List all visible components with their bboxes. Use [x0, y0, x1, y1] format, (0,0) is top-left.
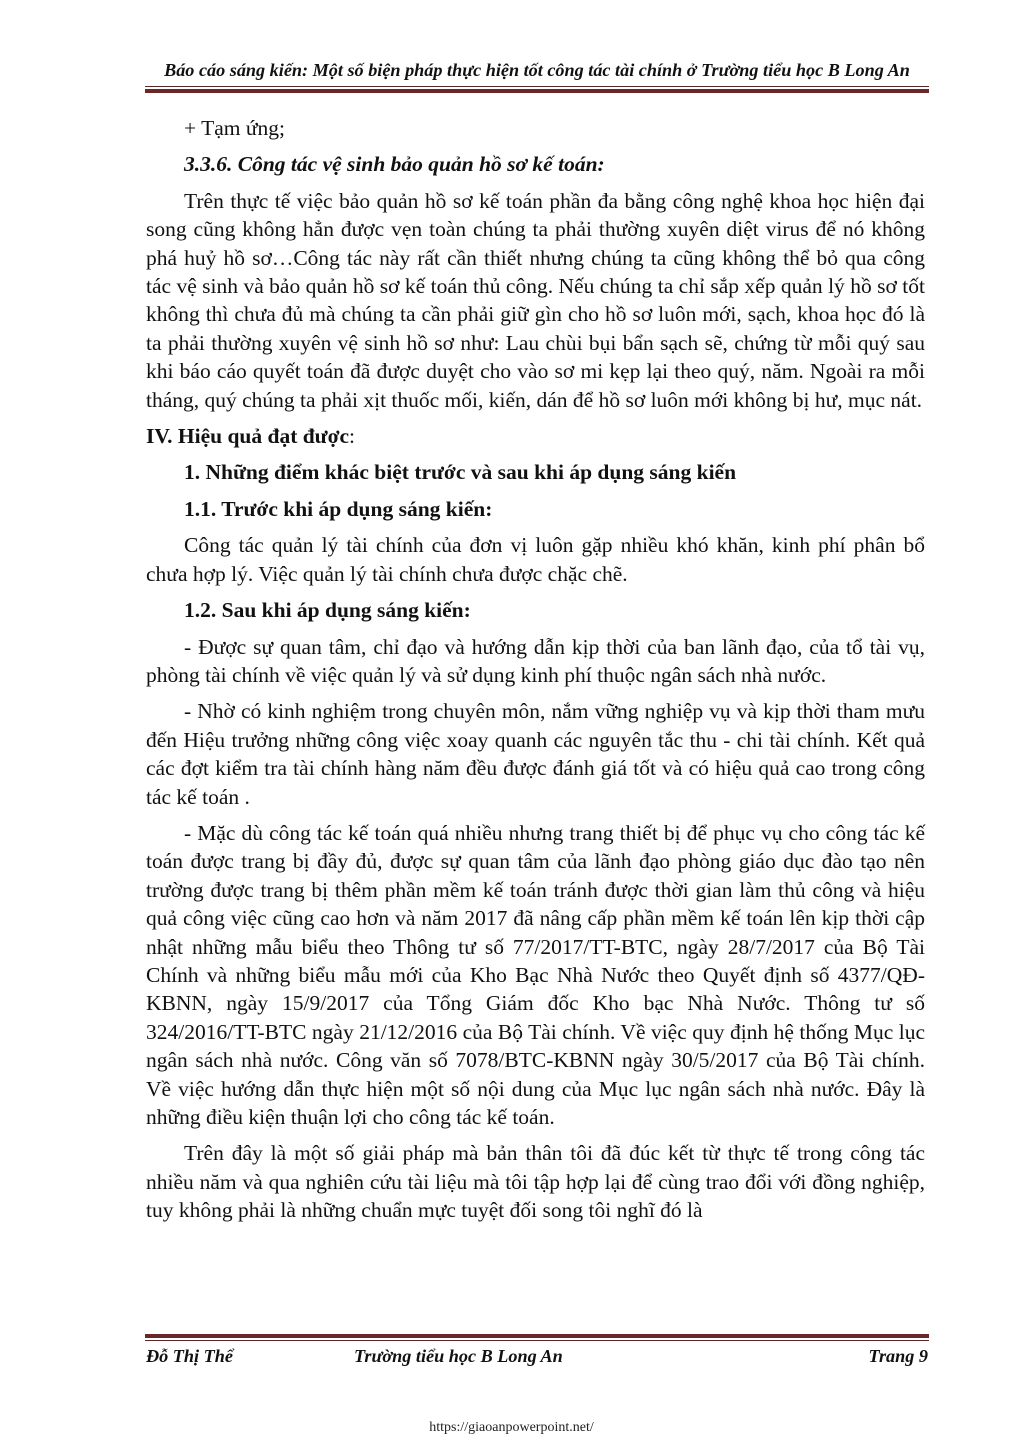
header-rule-thick — [145, 89, 929, 93]
section-11-paragraph: Công tác quản lý tài chính của đơn vị luôn gặp nhiều khó khăn, kinh phí phân bổ chưa hợp lý. Việc quản lý tài chính chưa được chặc chẽ. — [146, 533, 925, 586]
section-336-paragraph: Trên thực tế việc bảo quản hồ sơ kế toán phần đa bằng công nghệ khoa học hiện đại song cũng không hẳn được vẹn toàn chúng ta phải thường xuyên diệt virus để nó không phá huỷ hồ sơ…Công tác này rất cần thiết nhưng chúng ta cũng không thể bỏ qua công tác vệ sinh và bảo quản hồ sơ kế toán thủ công. Nếu chúng ta chỉ sắp xếp quản lý hồ sơ tốt không thì chưa đủ mà chúng ta cần phải giữ gìn cho hồ sơ luôn mới, sạch, khoa học đó là ta phải thường xuyên vệ sinh hồ sơ như: Lau chùi bụi bẩn sạch sẽ, chứng từ mỗi quý sau khi báo cáo quyết toán đã được duyệt cho vào sơ mi kẹp lại theo quý, năm. Ngoài ra mỗi tháng, quý chúng ta phải xịt thuốc mối, kiến, dán để hồ sơ luôn mới không bị hư, mục nát. — [146, 188, 925, 412]
section-12-paragraph-1: - Được sự quan tâm, chỉ đạo và hướng dẫn kịp thời của ban lãnh đạo, của tổ tài vụ, phòng tài chính về việc quản lý và sử dụng kinh phí thuộc ngân sách nhà nước. — [146, 634, 925, 687]
header-rule-thin — [145, 86, 929, 87]
tam-ung-line: + Tạm ứng; — [184, 116, 286, 140]
section-12-paragraph-2: - Nhờ có kinh nghiệm trong chuyên môn, nắm vững nghiệp vụ và kịp thời tham mưu đến Hiệu trưởng những công việc xoay quanh các nguyên tắc thu - chi tài chính. Kết quả các đợt kiểm tra tài chính hàng năm đều được đánh giá tốt và có hiệu quả cao trong công tác kế toán . — [146, 699, 925, 809]
closing-paragraph: Trên đây là một số giải pháp mà bản thân tôi đã đúc kết từ thực tế trong công tác nhiều năm và qua nghiên cứu tài liệu mà tôi tập hợp lại để cùng trao đổi với đồng nghiệp, tuy không phải là những chuẩn mực tuyệt đối song tôi nghĩ đó là — [146, 1141, 925, 1223]
section-11-heading: 1.1. Trước khi áp dụng sáng kiến: — [184, 496, 493, 521]
section-iv-heading-line — [146, 422, 925, 450]
section-iv-colon: : — [349, 424, 356, 449]
footer-rule-thin — [145, 1340, 929, 1341]
footer-page-number: Trang 9 — [868, 1346, 928, 1366]
section-336-heading: 3.3.6. Công tác vệ sinh bảo quản hồ sơ kế toán: — [184, 152, 605, 177]
section-1-heading: 1. Những điểm khác biệt trước và sau khi áp dụng sáng kiến — [184, 460, 737, 485]
footer-author: Đỗ Thị Thể — [146, 1346, 233, 1366]
footer-rule-thick — [145, 1334, 929, 1338]
section-iv-heading: IV. Hiệu quả đạt được — [146, 424, 350, 449]
section-12-paragraph-3: - Mặc dù công tác kế toán quá nhiều nhưng trang thiết bị để phục vụ cho công tác kế toán được trang bị đầy đủ, được sự quan tâm của lãnh đạo phòng giáo dục đào tạo nên trường được trang bị thêm phần mềm kế toán tránh được thời gian làm thủ công và hiệu quả công việc cũng cao hơn và năm 2017 đã nâng cấp phần mềm kế toán lên kịp thời cập nhật những mẫu biểu theo Thông tư số 77/2017/TT-BTC, ngày 28/7/2017 của Bộ Tài Chính và những biểu mẫu mới của Kho Bạc Nhà Nước theo Quyết định số 4377/QĐ-KBNN, ngày 15/9/2017 của Tổng Giám đốc Kho bạc Nhà Nước. Thông tư số 324/2016/TT-BTC ngày 21/12/2016 của Bộ Tài chính. Về việc quy định hệ thống Mục lục ngân sách nhà nước. Công văn số 7078/BTC-KBNN ngày 30/5/2017 của Bộ Tài chính. Về việc hướng dẫn thực hiện một số nội dung của Mục lục ngân sách nhà nước. Đây là những điều kiện thuận lợi cho công tác kế toán. — [146, 820, 925, 1129]
header-title: Báo cáo sáng kiến: Một số biện pháp thực hiện tốt công tác tài chính ở Trường tiểu học B Long An — [164, 60, 910, 80]
section-12-heading: 1.2. Sau khi áp dụng sáng kiến: — [184, 598, 471, 623]
footer-bar — [146, 1346, 928, 1372]
source-url: https://giaoanpowerpoint.net/ — [429, 1420, 594, 1435]
footer-school: Trường tiểu học B Long An — [354, 1346, 563, 1366]
document-body — [146, 114, 925, 1225]
